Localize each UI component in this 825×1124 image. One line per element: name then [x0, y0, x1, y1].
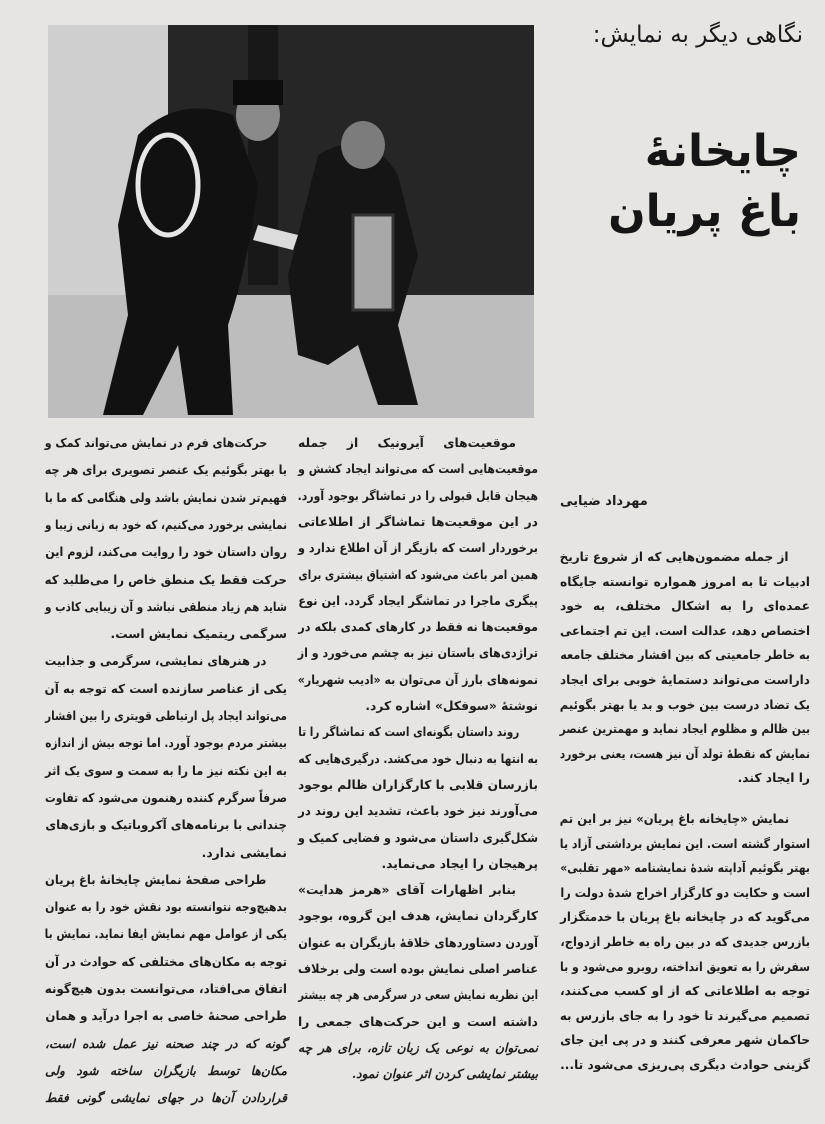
text-line: می‌گوید که در چایخانه باغ پریان با خدمتگزار — [560, 910, 810, 925]
text-line: همین امر باعث می‌شود که اشتیاق بیشتری برای — [298, 567, 538, 582]
text-line: چندانی با برنامه‌های آکروباتیک و بازی‌های — [45, 818, 288, 833]
text-line: یا بهتر بگوئیم یک عنصر تصویری برای هر چه — [44, 463, 287, 478]
text-line: این نظریه نمایش سعی در سرگرمی هر چه بیشتر — [298, 988, 538, 1003]
text-line: نوشتهٔ «سوفکل» اشاره کرد. — [365, 699, 538, 713]
text-line: توجه به مکان‌های مختلفی که حوادث در آن — [45, 954, 287, 969]
text-line: سرگمی ریتمیک نمایش است. — [110, 627, 287, 642]
text-line: نمی‌توان به نوعی یک زبان تازه، برای هر چه — [298, 1039, 538, 1055]
text-line: صرفاً سرگرم کننده رهنمون می‌شود که تفاوت — [45, 790, 288, 805]
text-line: اتفاق می‌افتاد، می‌توانست بدون هیچ‌گونه — [44, 982, 288, 996]
text-line: سفرش را به تعویق انداخته، روبرو می‌شود و با — [560, 959, 810, 974]
article-title — [608, 122, 801, 242]
text-line: فهیم‌تر شدن نمایش باشد ولی هنگامی که ما با — [44, 490, 287, 505]
text-line: آوردن دستاوردهای خلاقهٔ بازیگران به عنوان — [298, 935, 538, 950]
text-line: پرهیجان را ایجاد می‌نماید. — [381, 856, 538, 871]
text-line: مکان‌ها توسط بازیگران ساخته شود ولی — [45, 1062, 287, 1078]
text-line: یکی از عناصر سازنده است که توجه به آن — [44, 681, 288, 696]
text-line: موقعیت‌های آیرونیک از جمله — [298, 436, 516, 450]
text-line: بین ظالم و مظلوم ایجاد نماید و مهمترین عنصر — [559, 722, 810, 737]
text-line: شاید هم زیاد منطقی نباشد و آن زیبایی کاذب و — [45, 599, 288, 614]
text-line: هیجان قابل قبولی را در تماشاگر بوجود آورد. — [297, 488, 538, 503]
text-line: عمده‌ای را به اشکال مختلف، به خود — [560, 599, 810, 614]
article-kicker: نگاهی دیگر به نمایش: — [592, 22, 803, 48]
title-line: چایخانهٔ — [644, 126, 801, 177]
text-line: قراردادن آن‌ها در جهای نمایشی گونی فقط — [45, 1090, 287, 1106]
text-line: نمایشی برخورد می‌کنیم، که خود به زبانی زیبا و — [44, 517, 288, 532]
text-line: در این موقعیت‌ها تماشاگر از اطلاعاتی — [298, 514, 538, 529]
text-line: طراحی صفحهٔ نمایش چایخانهٔ باغ پریان — [45, 872, 267, 887]
text-line: طراحی صحنهٔ خاصی به اجرا درآید و همان — [45, 1009, 287, 1024]
text-line: داشته است و این حرکت‌های جمعی را — [298, 1014, 538, 1029]
text-line: به خاطر جامعیتی که بین اقشار مختلف جامعه — [560, 648, 810, 663]
text-line: بنابر اظهارات آقای «هرمز هدایت» — [298, 883, 516, 898]
text-line: به این نکته نیز ما را به سمت و سوی یک اثر — [45, 763, 288, 778]
text-line: پیگری ماجرا در تماشگر ایجاد گردد. این نوع — [298, 593, 538, 608]
stage-photo — [48, 25, 534, 418]
text-line: نمونه‌های بارز آن می‌توان به «ادیب شهریار» — [297, 672, 538, 687]
text-line: ادبیات تا به امروز همواره توانسته جایگاه — [560, 574, 810, 589]
text-line: حرکت‌های فرم در نمایش می‌تواند کمک و — [44, 436, 268, 450]
text-line: است و حکایت دو کارگزار اخراج شدهٔ دولت را — [560, 885, 810, 900]
text-line: یکی از عوامل مهم نمایش ایفا نماید. نمایش با — [44, 927, 287, 942]
text-line: حاکمان شهر معرفی کنند و در پی این جای — [560, 1033, 810, 1048]
text-line: بدهیچ‌وجه نتوانسته بود نقش خود را به عنوان — [45, 900, 287, 915]
text-line: اختصاص دهد، عدالت است. این تم اجتماعی — [560, 623, 810, 638]
title-line: باغ پریان — [608, 186, 801, 237]
text-line: تراژدی‌های باستان نیز به چشم می‌خورد و از — [297, 646, 538, 661]
text-line: روند داستان بگونه‌ای است که تماشاگر را تا — [298, 725, 520, 740]
text-line: گونه که در چند صحنه نیز عمل شده است، — [45, 1035, 287, 1051]
text-line: گزینی حوادث دیگری پی‌ریزی می‌شود تا... — [560, 1058, 810, 1072]
text-line: موقعیت‌هایی است که می‌تواند ایجاد کشش و — [298, 462, 538, 477]
text-line: یک تضاد درست بین خوب و بد یا بهتر بگوئیم — [559, 697, 810, 712]
text-line: بازرسان قلابی با کارگزاران ظالم بوجود — [297, 777, 538, 792]
text-line: تصمیم می‌گیرند تا خود را به جای بازرس به — [559, 1008, 810, 1023]
text-line: بازرس جدیدی که در بین راه به خاطر ازدواج، — [560, 935, 810, 949]
text-line: موقعیت‌ها نه فقط در کارهای کمدی بلکه در — [298, 620, 538, 635]
text-line: نمایش «چایخانه باغ پریان» نیز بر این تم — [559, 812, 790, 826]
text-line: استوار گشته است. این نمایش برداشتی آزاد یا — [559, 836, 810, 851]
text-line: روان داستان خود را روایت می‌کند، لزوم این — [45, 545, 287, 560]
text-line: می‌آورند نیز خود باعث، تشدید این روند در — [298, 804, 538, 819]
text-line: به انتها به دنبال خود می‌کشد. درگیری‌هایی که — [298, 751, 538, 766]
text-line: از جمله مضمون‌هایی که از شروع تاریخ — [559, 550, 789, 564]
text-line: می‌تواند ایجاد پل ارتباطی قویتری را بین اقشار — [45, 709, 288, 723]
text-line: حرکت فقط یک منطق خاص را می‌طلبد که — [44, 572, 288, 587]
text-line: توجه به اطلاعاتی که از او کسب می‌کنند، — [560, 984, 810, 999]
text-line: بهتر بگوئیم آداپته شدهٔ نمایشنامه «مهر تقلبی» — [560, 861, 810, 876]
text-line: بیشتر مردم بوجود آورد. اما توجه بیش از اندازه — [45, 736, 287, 751]
text-line: را ایجاد کند. — [737, 771, 810, 786]
text-line: داراست می‌تواند دستمایهٔ خوبی برای ایجاد — [559, 673, 810, 687]
text-line: برخوردار است که بازیگر از آن اطلاع ندارد و — [298, 541, 538, 556]
author-byline: مهرداد ضیایی — [560, 494, 648, 509]
text-line: شکل‌گیری داستان می‌شود و فضایی کمیک و — [297, 830, 538, 845]
text-line: عناصر اصلی نمایش بوده است ولی برخلاف — [298, 962, 538, 976]
text-line: بیشتر نمایشی کردن اثر عنوان نمود. — [351, 1066, 538, 1082]
performers-illustration — [48, 25, 534, 418]
text-line: نمایشی ندارد. — [201, 845, 287, 860]
text-line: در هنرهای نمایشی، سرگرمی و جذابیت — [44, 654, 267, 669]
text-line: نمایش که نقطهٔ تولد آن نیز هست، یعنی برخورد — [559, 746, 810, 761]
text-line: کارگردان نمایش، هدف این گروه، بوجود — [298, 909, 538, 924]
